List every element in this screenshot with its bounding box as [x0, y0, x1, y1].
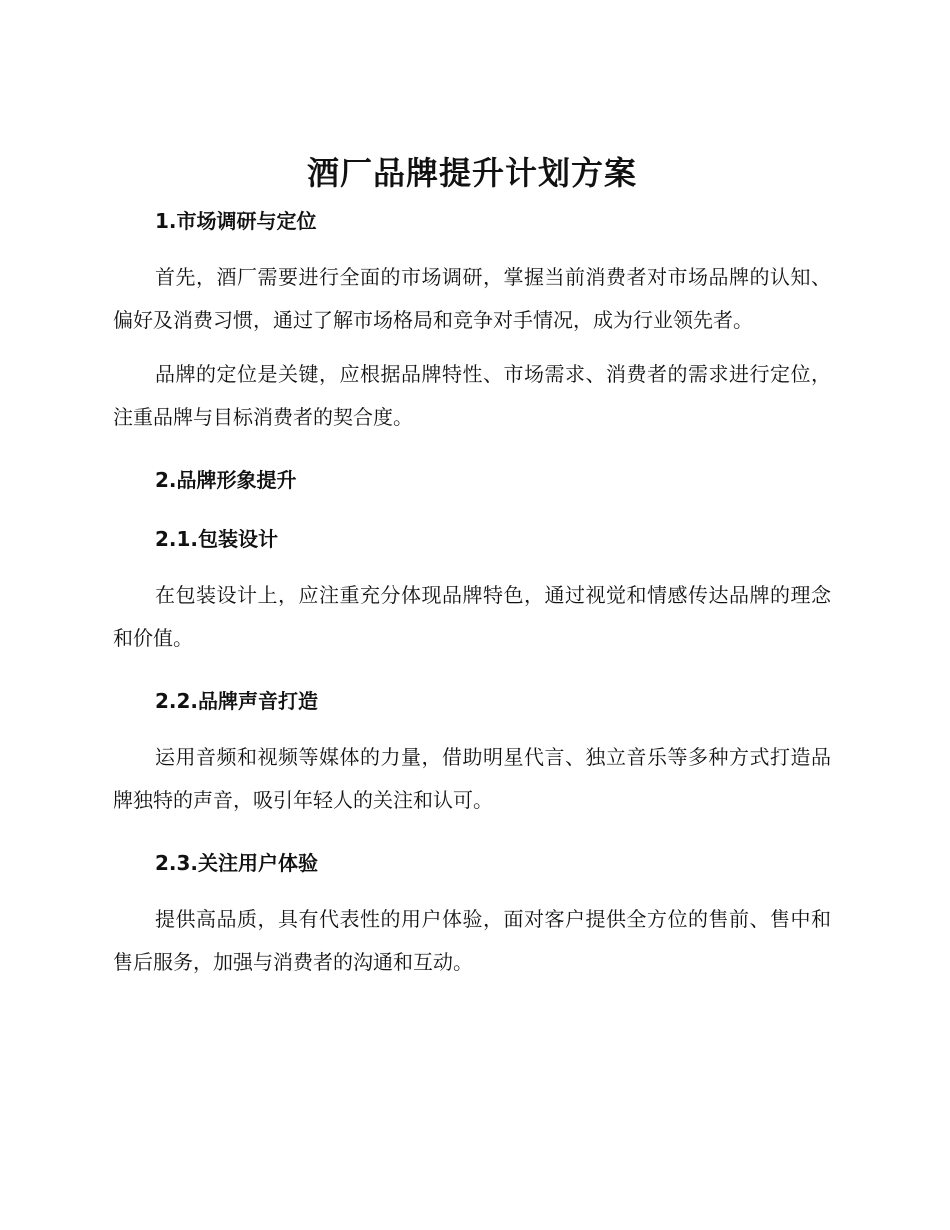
section-heading-user-experience: 2.3.关注用户体验: [155, 851, 319, 875]
document-title: 酒厂品牌提升计划方案: [306, 154, 637, 192]
paragraph-market-research: 首先，酒厂需要进行全面的市场调研，掌握当前消费者对市场品牌的认知、偏好及消费习惯，通过了解市场格局和竞争对手情况，成为行业领先者。: [113, 265, 831, 332]
section-heading-brand-image: 2.品牌形象提升: [155, 468, 297, 492]
section-heading-packaging: 2.1.包装设计: [155, 527, 279, 551]
paragraph-user-experience: 提供高品质，具有代表性的用户体验，面对客户提供全方位的售前、售中和售后服务，加强与消费者的沟通和互动。: [113, 907, 831, 974]
section-heading-brand-sound: 2.2.品牌声音打造: [155, 689, 319, 713]
paragraph-packaging: 在包装设计上，应注重充分体现品牌特色，通过视觉和情感传达品牌的理念和价值。: [113, 583, 831, 650]
paragraph-brand-positioning: 品牌的定位是关键，应根据品牌特性、市场需求、消费者的需求进行定位，注重品牌与目标消费者的契合度。: [113, 362, 831, 429]
paragraph-brand-sound: 运用音频和视频等媒体的力量，借助明星代言、独立音乐等多种方式打造品牌独特的声音，吸引年轻人的关注和认可。: [113, 745, 831, 812]
document-page: [113, 150, 831, 984]
section-heading-market-research: 1.市场调研与定位: [155, 209, 317, 233]
